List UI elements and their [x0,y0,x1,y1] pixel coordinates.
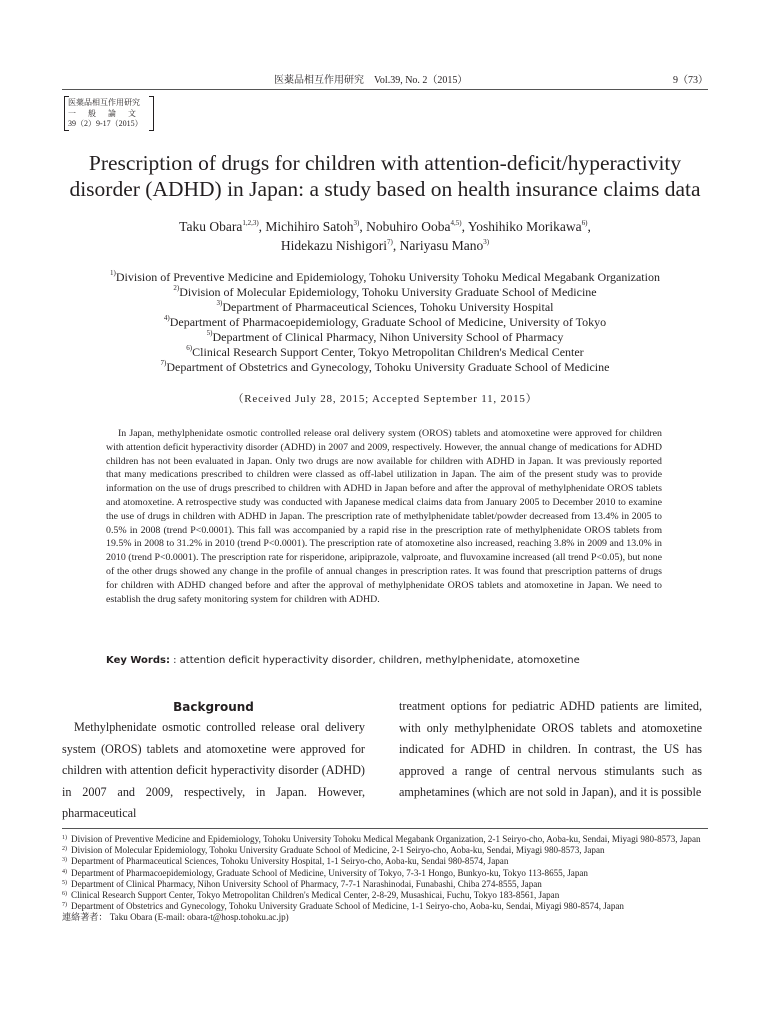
affiliation-sup: 3) [216,299,223,307]
box-right-bracket [149,96,154,131]
abstract: In Japan, methylphenidate osmotic controlled release oral delivery system (OROS) tablets and atomoxetine were approved for children with attention deficit hyperactivity disorder (ADHD) in 2007 and 2009, respectively. However, the annual change of medications for ADHD children has not been evaluated in Japan. Only two drugs are now available for children with ADHD in Japan. It was previously reported that many medications prescribed to children were classed as off-label utilization in Japan. The aim of the present study was to provide information on the use of drugs prescribed to children with ADHD in Japan before and after the approval of methylphenidate OROS tablets and atomoxetine. A retrospective study was conducted with Japanese medical claims data from January 2005 to December 2010 to examine the use of drugs in children with ADHD in Japan. The prescription rate of methylphenidate tablet/powder decreased from 13.4% in 2005 to 0.5% in 2008 (trend P<0.0001). This fall was accompanied by a rapid rise in the prescription rate of methylphenidate OROS tablets from 19.5% in 2008 to 31.2% in 2010 (trend P<0.0001). The prescription rate of atomoxetine also increased, reaching 3.8% in 2009 and 13.0% in 2010 (trend P<0.0001). The prescription rate for risperidone, aripiprazole, valproate, and fluvoxamine increased (all trend P<0.05), but none of the other drugs showed any change in the profile of annual changes in prescription rates. It was found that prescription patterns of drugs for children with ADHD changed before and after the approval of methylphenidate OROS tablets and atomoxetine in Japan. We need to establish the drug safety monitoring system for children with ADHD. [106,428,662,605]
author-list [40,217,730,255]
author-sep: , [392,238,400,253]
footnote-number: 5) [62,879,67,886]
page-number: 9（73） [673,75,708,86]
affiliation-text: Division of Molecular Epidemiology, Tohoku University Graduate School of Medicine [179,285,597,299]
footnote-number: 7) [62,902,67,909]
running-head [0,71,770,85]
affiliation-sup: 2) [173,284,180,292]
footnote [62,901,708,912]
affiliation [40,285,730,300]
author-sep: , [587,219,591,234]
footnotes [62,834,708,924]
affiliation [40,300,730,315]
author-name: Hidekazu Nishigori [280,238,388,253]
body-column-left [62,697,365,825]
footnote-text: Department of Obstetrics and Gynecology, Tohoku University Graduate School of Medicine, 1-1 Seiryo-cho, Aoba-ku, Sendai, Miyagi 980-8574, Japan [71,901,624,912]
affiliation [40,360,730,375]
affiliation-text: Clinical Research Support Center, Tokyo Metropolitan Children's Medical Center [192,345,584,359]
author-affil-sup: 4,5) [450,219,462,227]
affiliation-text: Department of Pharmacoepidemiology, Graduate School of Medicine, University of Tokyo [169,315,607,329]
footnote-text: Clinical Research Support Center, Tokyo Metropolitan Children's Medical Center, 2-8-29, Musashicai, Fuchu, Tokyo 183-8561, Japan [71,890,560,901]
author-name: Nariyasu Mano [399,238,484,253]
affiliation-sup: 1) [110,269,116,277]
footnote [62,890,708,901]
box-citation: 39（2）9-17（2015） [68,119,143,128]
affiliation-sup: 4) [163,314,170,322]
box-left-bracket [64,96,69,131]
author-affil-sup: 7) [387,238,393,246]
footnote-number: 2) [62,846,67,853]
title-line-1: Prescription of drugs for children with attention-deficit/hyperactivity [88,151,682,175]
footnote-text: Department of Pharmacoepidemiology, Graduate School of Medicine, University of Tokyo, 7-3-1 Hongo, Bunkyo-ku, Tokyo 113-8655, Japan [71,867,588,878]
footnote [62,856,708,867]
affiliation-text: Division of Preventive Medicine and Epidemiology, Tohoku University Tohoku Medical Megabank Organization [115,270,660,284]
title-line-2: disorder (ADHD) in Japan: a study based on health insurance claims data [69,177,701,201]
author-line-1 [40,217,730,236]
author-affil-sup: 3) [483,238,490,246]
affiliation [40,345,730,360]
affiliation [40,270,730,285]
footnote-text: Department of Clinical Pharmacy, Nihon University School of Pharmacy, 7-7-1 Narashinodai, Funabashi, Chiba 274-8555, Japan [71,878,542,889]
body-column-right [399,696,702,804]
box-article-type: 一般論文 [68,108,148,118]
running-head-journal: 医薬品相互作用研究 Vol.39, No. 2（2015） [274,75,468,86]
author-sep: , [359,219,367,234]
article-type-box [64,96,154,131]
box-journal: 医薬品相互作用研究 [68,98,140,107]
footnote-number: 6) [62,891,67,898]
footnote-number: 4) [62,868,67,875]
received-dates: （Received July 28, 2015; Accepted September 11, 2015） [232,393,538,405]
footnote [62,845,708,856]
author-sep: , [461,219,468,234]
footnote-rule [62,828,708,829]
footnote [62,834,708,845]
affiliation-text: Department of Obstetrics and Gynecology, Tohoku University Graduate School of Medicine [166,360,610,374]
author-name: Michihiro Satoh [265,219,354,234]
footnote [62,879,708,890]
author-name: Taku Obara [179,219,243,234]
affiliation [40,315,730,330]
footnote-number: 1) [62,835,67,841]
footnote-number: 3) [62,857,67,864]
author-affil-sup: 1,2,3) [242,219,259,227]
author-affil-sup: 3) [353,219,360,227]
body-paragraph: treatment options for pediatric ADHD patients are limited, with only methylphenidate OROS tablets and atomoxetine indicated for ADHD in children. In contrast, the US has approved a range of central nervous stimulants such as amphetamines (which are not sold in Japan), and it is possible [399,699,702,800]
author-sep: , [258,219,266,234]
keywords [106,655,666,666]
body-paragraph: Methylphenidate osmotic controlled release oral delivery system (OROS) tablets and atomoxetine were approved for children with attention deficit hyperactivity disorder (ADHD) in 2007 and 2009, respectively, in Japan. However, pharmaceutical [62,720,365,821]
affiliation-sup: 5) [206,329,213,337]
author-name: Nobuhiro Ooba [366,219,451,234]
footnote-text: Division of Molecular Epidemiology, Tohoku University Graduate School of Medicine, 2-1 Seiryo-cho, Aoba-ku, Sendai, Miyagi 980-8573, Japan [71,845,605,856]
keywords-text: : attention deficit hyperactivity disorder, children, methylphenidate, atomoxetine [169,655,580,666]
footnote-text: Division of Preventive Medicine and Epidemiology, Tohoku University Tohoku Medical Megabank Organization, 2-1 Seiryo-cho, Aoba-ku, Sendai, Miyagi 980-8573, Japan [71,834,701,844]
section-heading: Background [173,700,254,714]
footnote-text: Department of Pharmaceutical Sciences, Tohoku University Hospital, 1-1 Seiryo-cho, Aoba-ku, Sendai 980-8574, Japan [71,856,509,867]
affiliation-list [40,270,730,375]
corresponding-author: 連絡著者： Taku Obara (E-mail: obara-t@hosp.tohoku.ac.jp) [62,912,289,923]
author-name: Yoshihiko Morikawa [467,219,582,234]
affiliation [40,330,730,345]
article-title [40,150,730,202]
footnote [62,868,708,879]
affiliation-sup: 7) [160,359,167,367]
keywords-label: Key Words: [106,655,170,666]
affiliation-text: Department of Clinical Pharmacy, Nihon University School of Pharmacy [212,330,564,344]
author-line-2 [40,236,730,255]
affiliation-text: Department of Pharmaceutical Sciences, Tohoku University Hospital [222,300,554,314]
author-affil-sup: 6) [581,219,588,227]
affiliation-sup: 6) [186,344,193,352]
header-rule [62,89,708,90]
